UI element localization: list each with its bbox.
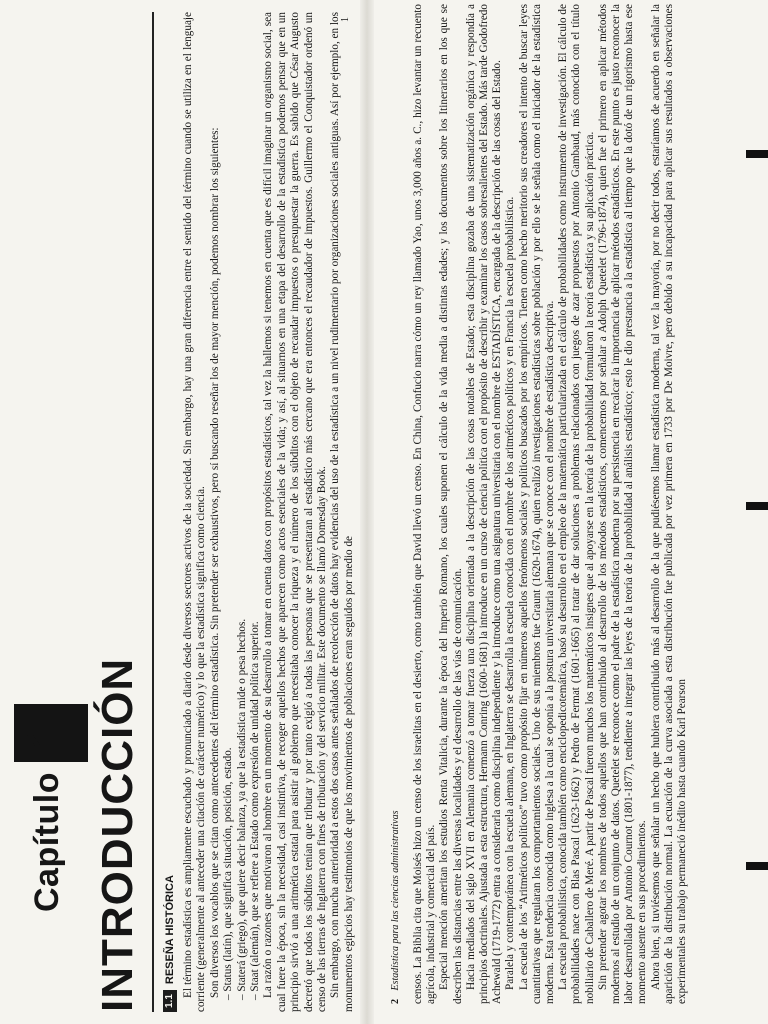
list-item: – Staterá (griego), que quiere decir balanza, ya que la estadística mide o pesa hechos. [236, 12, 249, 1000]
section-heading [162, 875, 178, 1012]
page-edge-mark [746, 502, 768, 510]
book-gutter [360, 0, 374, 1024]
paragraph: Hacia mediados del siglo XVII en Alemania comenzó a tomar fuerza una disciplina orientada a la descripción de las cosas notables de Estado; esta disciplina gozaba de una sistematización orgánica y respondía a principios doctrinales. Ajustada a esta estructura, Hermann Conring (1600-1681) la introduce en un curso de ciencia política con el propósito de describir y examinar los casos sobresalientes del Estado. Más tarde Godofredo Achewald (1719-1772) entra a considerarla como disciplina independiente y la introduce como una asignatura universitaria con el nombre de ESTADÍSTICA, encargada de la descripción de las cosas del Estado. [464, 4, 504, 1004]
left-page [14, 12, 354, 1012]
left-body-text [182, 12, 355, 1012]
right-page [390, 4, 730, 1004]
chapter-header [14, 12, 144, 1012]
paragraph: Especial mención ameritan los estudios Renta Vitalicia, durante la época del Imperio Romano, los cuales suponen el cálculo de la vida media a distintas edades; y los documentos sobre los Itinerarios en los que se describen las distancias entre las diversas localidades y el desarrollo de las vías de comunicación. [438, 4, 464, 1004]
paragraph: Son diversos los vocablos que se citan como antecedentes del término estadística. Sin pretender ser exhaustivos, pero sí buscando reseñar los de mayor mención, podemos nombrar los siguientes: [208, 127, 221, 998]
page-edge-mark [746, 862, 768, 870]
running-title: Estadística para las ciencias administrativas [390, 810, 401, 991]
list-item: – Staat (alemán), que se refiere a Estado como expresión de unidad política superior. [249, 12, 262, 1000]
paragraph: Ahora bien, si tuviésemos que señalar un hecho que hubiera contribuido más al desarrollo de la que pudiésemos llamar estadística moderna, tal vez la mayoría, por no decir todos, estaríamos de acuerdo en señalar la aparición de la distribución normal. La ecuación de la curva asociada a esta distribución fue publicada por vez primera en 1733 por De Moivre, pero debido a su incapacidad para aplicar sus resultados a observaciones experimentales su trabajo permaneció inédito hasta cuando Karl Pearson [649, 4, 689, 1004]
paragraph: censos. La Biblia cita que Moisés hizo un censo de los israelitas en el desierto, como también que David llevó un censo. En China, Confucio narra cómo un rey llamado Yao, unos 3,000 años a. C., hizo levantar un recuento agrícola, industrial y comercial del país. [412, 4, 438, 1004]
chapter-number-box [14, 704, 88, 762]
paragraph: Sin pretender agotar los nombres de todos aquellos que han contribuido al desarrollo de los métodos estadísticos, comencemos por señalar a Adolph Quetelet (1796-1874), quien fue el primero en aplicar métodos modernos al estudio de un conjunto de datos. Quetelet se reconoce como el padre de la estadística moderna por su persistencia en recalcar la importancia de aplicar métodos estadísticos. En este punto es justo reconocer la labor desarrollada por Antonio Cournot (1801-1877), tendiente a integrar las leyes de la teoría de la probabilidad al análisis estadístico; esto le dio prestancia a la estadística al tiempo que la dotó de un rigorismo hasta ese momento ausente en sus procedimientos. [596, 4, 649, 1004]
section-rule [152, 12, 154, 1012]
section-title: RESEÑA HISTÓRICA [164, 875, 176, 985]
paragraph: El término estadística es ampliamente escuchado y pronunciado a diario desde diversos sectores activos de la sociedad. Sin embargo, hay una gran diferencia entre el sentido del término cuando se utiliza en el lenguaje corriente (generalmente al anteceder una citación de carácter numérico) y lo que la estadística significa como ciencia. [182, 12, 208, 1012]
running-page-number: 2 [390, 999, 401, 1004]
section-number: 1.1 [163, 990, 177, 1012]
chapter-label: Capítulo [28, 772, 66, 912]
chapter-number: 1 [12, 713, 90, 753]
right-body-text [412, 4, 730, 1004]
page-number: 1 [340, 17, 351, 22]
chapter-title: INTRODUCCIÓN [93, 657, 142, 1012]
list-item: – Status (latín), que significa situación, posición, estado. [222, 12, 235, 1000]
paragraph: Sin embargo, con mucha anterioridad a estos dos casos antes señalados de recolección de datos hay evidencias del uso de la estadística a un nivel rudimentario por organizaciones sociales antiguas. Así por ejemplo, en los monumentos egipcios hay testimonios de que los movimientos de poblaciones eran seguidos por medio de [329, 12, 355, 1012]
paragraph: La razón o razones que motivaron al hombre en un momento de su desarrollo a tomar en cuenta datos con propósitos estadísticos, tal vez la hallemos si tenemos en cuenta que es difícil imaginar un organismo social, sea cual fuere la época, sin la necesidad, casi instintiva, de recoger aquellos hechos que aparecen como actos esenciales de la vida; y así, al situarnos en una etapa del desarrollo de la estadística podemos pensar que en un principio sirvió a una aritmética estatal para asistir al gobierno que necesitaba conocer la riqueza y el número de los súbditos con el objeto de recaudar impuestos o presupuestar la guerra. Es sabido que César Augusto decretó que todos los súbditos tenían que tributar y por tanto exigió a todas las personas que se presentaran al estadístico más cercano que era entonces el recaudador de impuestos. Guillermo el Conquistador ordenó un censo de las tierras de Inglaterra con fines de tributación y del servicio militar. Este documento se llamó Domesday Book. [262, 12, 329, 1012]
paragraph: Paralela y contemporánea con la escuela alemana, en Inglaterra se desarrolla la escuela conocida con el nombre de los aritméticos políticos y en Francia la escuela probabilística. [504, 196, 517, 990]
paragraph: La escuela probabilística, conocida también como enciclopedicotemática, basó su desarrollo en el empleo de la matemática particularizada en el cálculo de probabilidades como instrumento de investigación. El cálculo de probabilidades nace con Blas Pascal (1623-1662) y Pedro de Fermat (1601-1665) al tratar de dar soluciones a problemas relacionados con juegos de azar propuestos por Antonio Gambaud, más conocido con el título nobiliario de Caballero de Meré. A partir de Pascal fueron muchos los matemáticos insignes que al apoyarse en la teoría de la probabilidad formularon la teoría estadística y su aplicación práctica. [557, 4, 596, 1004]
page-edge-mark [746, 150, 768, 158]
paragraph: La escuela de los “Aritméticos políticos” tuvo como propósito fijar en números aquellos fenómenos sociales y políticos buscados por los empíricos. Tienen como hecho meritorio sus creadores el intento de buscar leyes cuantitativas que regularan los comportamientos sociales. Uno de sus miembros fue Graunt (1620-1674), quien realizó investigaciones estadísticas sobre población y por ello se le señala como el iniciador de la estadística moderna. Esta tendencia conocida como inglesa a la cual se oponía a la postura universitaria alemana que se conoce con el nombre de estadística descriptiva. [517, 4, 557, 1004]
running-head [390, 811, 406, 1005]
etymology-list [222, 12, 262, 1012]
